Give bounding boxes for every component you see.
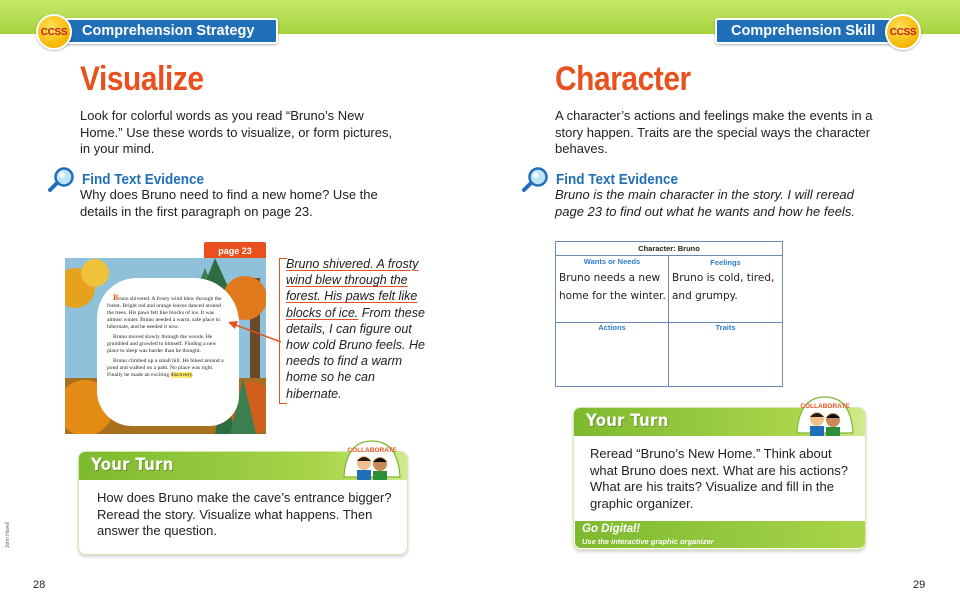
- collaborate-icon-right: [793, 393, 857, 439]
- intro-text-right: A character’s actions and feelings make the events in a story happen. Traits are the special ways the character behaves.: [555, 108, 873, 156]
- wants-heading: Wants or Needs: [583, 257, 641, 266]
- collaborate-label-right: COLLABORATE: [800, 403, 850, 410]
- feelings-line-2: and grumpy.: [672, 290, 738, 302]
- callout-rest: From these details, I can figure out how cold Bruno feels. He needs to find a warm home so he can hibernate.: [286, 305, 425, 401]
- go-digital-title: Go Digital!: [582, 523, 641, 535]
- traits-heading: Traits: [715, 323, 736, 332]
- dropcap: B: [113, 293, 119, 302]
- strategy-tab: Comprehension Strategy: [62, 18, 278, 44]
- excerpt-p3: Bruno climbed up a small hill. He hiked around a pond and walked on a path. No place was right. Finally he made an exciting: [107, 358, 224, 378]
- actions-heading: Actions: [598, 323, 626, 332]
- skill-tab: Comprehension Skill: [715, 18, 893, 44]
- excerpt-p2: Bruno moved slowly through the woods. He grumbled and growled to himself. Finding a new place to sleep was harder than he thought.: [107, 334, 217, 354]
- ccss-badge-right: CCSS: [885, 14, 921, 50]
- magnifier-icon: [522, 166, 550, 192]
- find-text-evidence-heading-right: Find Text Evidence: [556, 170, 679, 188]
- story-excerpt: [107, 294, 229, 382]
- collaborate-label-left: COLLABORATE: [347, 447, 397, 454]
- go-digital-bar[interactable]: [575, 521, 865, 548]
- page-title-visualize: Visualize: [80, 60, 204, 98]
- your-turn-text-left: How does Bruno make the cave’s entrance bigger? Reread the story. Visualize what happens. Then answer the question.: [97, 490, 392, 538]
- illustrator-credit: John Havell: [5, 521, 11, 548]
- story-illustration: [65, 258, 266, 434]
- excerpt-p3-end: .: [191, 372, 194, 378]
- go-digital-subtitle: Use the interactive graphic organizer: [582, 537, 714, 546]
- collaborate-icon-left: [340, 437, 404, 483]
- magnifier-icon: [48, 166, 76, 192]
- your-turn-title-right: Your Turn: [586, 411, 669, 431]
- graphic-organizer: [555, 241, 783, 387]
- organizer-divider-v: [668, 256, 669, 386]
- fte-text-left: Why does Bruno need to find a new home? Use the details in the first paragraph on page 23.: [80, 187, 378, 219]
- ccss-badge-left: CCSS: [36, 14, 72, 50]
- wants-line-2: home for the winter.: [559, 290, 666, 302]
- feelings-heading: Feelings: [710, 258, 741, 267]
- page-number-right: 29: [913, 579, 926, 591]
- feelings-line-1: Bruno is cold, tired,: [672, 272, 775, 284]
- organizer-caption: Character: Bruno: [556, 242, 782, 256]
- callout-underlined: Bruno shivered. A frosty wind blew through the forest. His paws felt like blocks of ice.: [286, 257, 419, 320]
- fte-text-right: Bruno is the main character in the story. I will reread page 23 to find out what he wants and how he feels.: [555, 187, 855, 219]
- wants-line-1: Bruno needs a new: [559, 272, 661, 284]
- excerpt-p1: runo shivered. A frosty wind blew through the forest. Bright red and orange leaves danced around the trees. His paws felt like blocks of ice. It was almost winter. Bruno needed a warm, safe place to hibernate, and he needed it now.: [107, 296, 222, 330]
- page-title-character: Character: [555, 60, 691, 98]
- your-turn-title-left: Your Turn: [91, 455, 174, 475]
- page-number-left: 28: [33, 579, 46, 591]
- callout-text: [286, 256, 426, 402]
- highlight-discovery: discovery: [170, 372, 192, 378]
- intro-text-left: Look for colorful words as you read “Bruno’s New Home.” Use these words to visualize, or form pictures, in your mind.: [80, 108, 393, 156]
- your-turn-text-right: Reread “Bruno’s New Home.” Think about what Bruno does next. What are his actions? What are his traits? Visualize and fill in the graphic organizer.: [590, 446, 848, 511]
- find-text-evidence-heading: Find Text Evidence: [82, 170, 205, 188]
- page-23-tab: page 23: [204, 242, 266, 259]
